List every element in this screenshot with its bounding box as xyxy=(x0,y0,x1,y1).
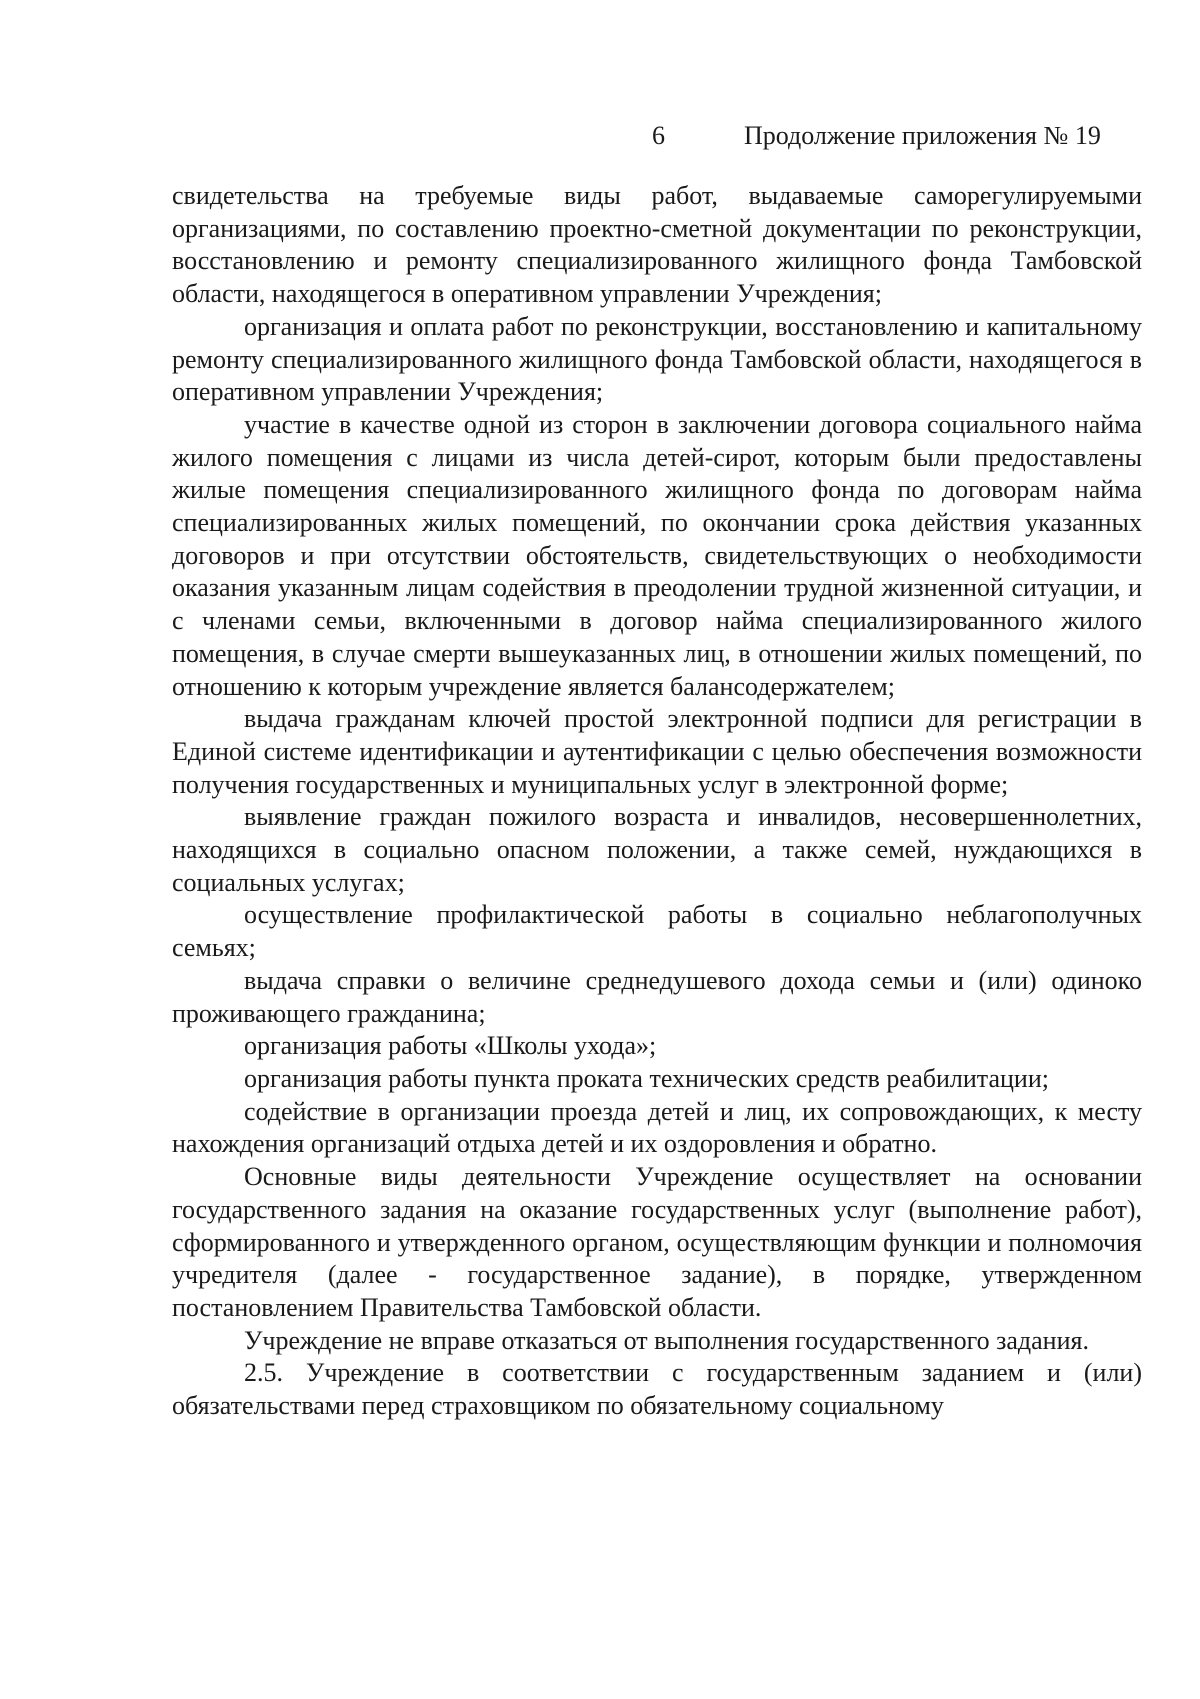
paragraph: организация и оплата работ по реконструкции, восстановлению и капитальному ремонту специализированного жилищного фонда Тамбовской области, находящегося в оперативном управлении Учреждения; xyxy=(172,311,1142,407)
paragraph: выдача гражданам ключей простой электронной подписи для регистрации в Единой системе идентификации и аутентификации с целью обеспечения возможности получения государственных и муниципальных услуг в электронной форме; xyxy=(172,704,1142,799)
appendix-continuation-title: Продолжение приложения № 19 xyxy=(744,121,1101,150)
paragraph: Учреждение не вправе отказаться от выполнения государственного задания. xyxy=(244,1325,1089,1355)
paragraph: Основные виды деятельности Учреждение осуществляет на основании государственного задания на оказание государственных услуг (выполнение работ), сформированного и утвержденного органом, осуществляющим функции и полномочия учредителя (далее - государственное задание), в порядке, утвержденном постановлением Правительства Тамбовской области. xyxy=(172,1162,1142,1322)
page-number: 6 xyxy=(652,121,665,150)
paragraph: 2.5. Учреждение в соответствии с государственным заданием и (или) обязательствами перед страховщиком по обязательному социальному xyxy=(172,1358,1142,1421)
paragraph: свидетельства на требуемые виды работ, выдаваемые саморегулируемыми организациями, по составлению проектно-сметной документации по реконструкции, восстановлению и ремонту специализированного жилищного фонда Тамбовской области, находящегося в оперативном управлении Учреждения; xyxy=(172,181,1142,309)
page-header xyxy=(0,116,1200,156)
paragraph: участие в качестве одной из сторон в заключении договора социального найма жилого помещения с лицами из числа детей-сирот, которым были предоставлены жилые помещения специализированного жилищного фонда по договорам найма специализированных жилых помещений, по окончании срока действия указанных договоров и при отсутствии обстоятельств, свидетельствующих о необходимости оказания указанным лицам содействия в преодолении трудной жизненной ситуации, и с членами семьи, включенными в договор найма специализированного жилого помещения, в случае смерти вышеуказанных лиц, в отношении жилых помещений, по отношению к которым учреждение является балансодержателем; xyxy=(172,409,1142,701)
paragraph: содействие в организации проезда детей и лиц, их сопровождающих, к месту нахождения организаций отдыха детей и их оздоровления и обратно. xyxy=(172,1096,1142,1159)
paragraph: организация работы «Школы ухода»; xyxy=(244,1031,657,1061)
paragraph: выявление граждан пожилого возраста и инвалидов, несовершеннолетних, находящихся в социально опасном положении, а также семей, нуждающихся в социальных услугах; xyxy=(172,802,1142,897)
paragraph: организация работы пункта проката технических средств реабилитации; xyxy=(244,1063,1049,1093)
paragraph: выдача справки о величине среднедушевого дохода семьи и (или) одиноко проживающего гражданина; xyxy=(172,965,1142,1028)
paragraph: осуществление профилактической работы в социально неблагополучных семьях; xyxy=(172,900,1142,963)
document-body xyxy=(172,180,1142,1423)
